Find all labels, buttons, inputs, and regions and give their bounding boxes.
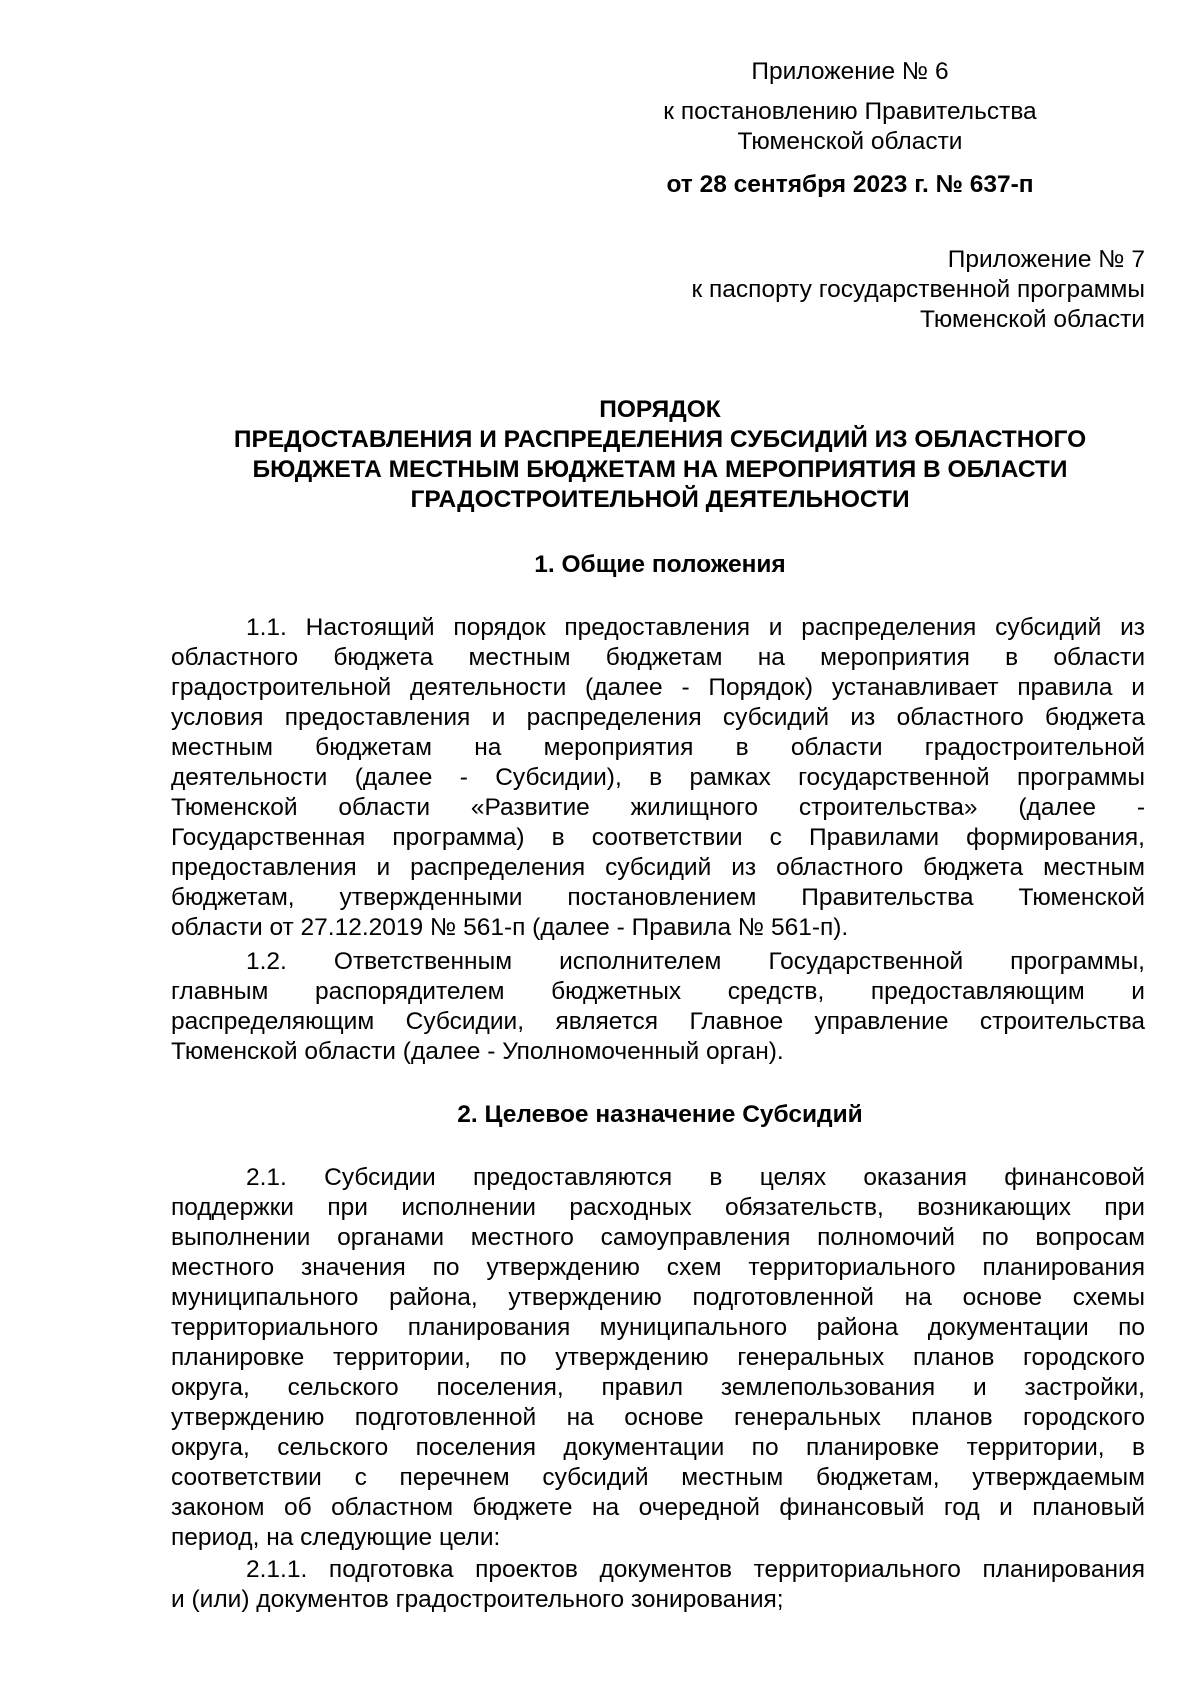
appendix-6-region: Тюменской области [737,128,963,155]
appendix-6-date-number: от 28 сентября 2023 г. № 637-п [666,171,1034,198]
paragraph-line: 2.1.1. подготовка проектов документов территориального планирования [246,1556,1145,1583]
title-line: ГРАДОСТРОИТЕЛЬНОЙ ДЕЯТЕЛЬНОСТИ [410,486,910,513]
paragraph-line: округа, сельского поселения, правил землепользования и застройки, [171,1374,1145,1401]
paragraph-line: законом об областном бюджете на очередной финансовый год и плановый [171,1494,1145,1521]
paragraph-2-1 [171,1163,1145,1553]
paragraph-line: округа, сельского поселения документации по планировке территории, в [171,1434,1145,1461]
paragraph-line: предоставления и распределения субсидий из областного бюджета местным [171,854,1145,881]
appendix-7-region: Тюменской области [920,306,1145,333]
paragraph-line: местного значения по утверждению схем территориального планирования [171,1254,1145,1281]
paragraph-line: период, на следующие цели: [171,1524,501,1551]
paragraph-line: градостроительной деятельности (далее - Порядок) устанавливает правила и [171,674,1145,701]
title-line: БЮДЖЕТА МЕСТНЫМ БЮДЖЕТАМ НА МЕРОПРИЯТИЯ В ОБЛАСТИ [252,456,1068,483]
paragraph-line: и (или) документов градостроительного зонирования; [171,1586,784,1613]
paragraph-line: территориального планирования муниципального района документации по [171,1314,1145,1341]
paragraph-line: соответствии с перечнем субсидий местным бюджетам, утверждаемым [171,1464,1145,1491]
title-line: ПРЕДОСТАВЛЕНИЯ И РАСПРЕДЕЛЕНИЯ СУБСИДИЙ ИЗ ОБЛАСТНОГО [233,426,1087,453]
appendix-6-to-resolution: к постановлению Правительства [663,98,1037,125]
paragraph-line: 1.2. Ответственным исполнителем Государственной программы, [246,948,1145,975]
paragraph-line: поддержки при исполнении расходных обязательств, возникающих при [171,1194,1145,1221]
paragraph-line: условия предоставления и распределения субсидий из областного бюджета [171,704,1145,731]
section-2-heading: 2. Целевое назначение Субсидий [457,1101,863,1128]
paragraph-line: планировке территории, по утверждению генеральных планов городского [171,1344,1145,1371]
paragraph-line: бюджетам, утвержденными постановлением Правительства Тюменской [171,884,1145,911]
paragraph-line: деятельности (далее - Субсидии), в рамках государственной программы [171,764,1145,791]
paragraph-1-1 [171,613,1145,943]
paragraph-2-1-1 [171,1555,1145,1615]
paragraph-line: 1.1. Настоящий порядок предоставления и распределения субсидий из [246,614,1145,641]
title-line: ПОРЯДОК [599,396,721,423]
document-title [160,395,1160,515]
paragraph-line: утверждению подготовленной на основе генеральных планов городского [171,1404,1145,1431]
paragraph-line: 2.1. Субсидии предоставляются в целях оказания финансовой [246,1164,1145,1191]
paragraph-line: главным распорядителем бюджетных средств, предоставляющим и [171,978,1145,1005]
appendix-6-number: Приложение № 6 [751,58,949,85]
paragraph-line: области от 27.12.2019 № 561-п (далее - Правила № 561-п). [171,914,849,941]
section-1-heading: 1. Общие положения [534,551,786,578]
appendix-7-number: Приложение № 7 [947,246,1145,273]
paragraph-line: муниципального района, утверждению подготовленной на основе схемы [171,1284,1145,1311]
paragraph-line: распределяющим Субсидии, является Главное управление строительства [171,1008,1145,1035]
paragraph-line: выполнении органами местного самоуправления полномочий по вопросам [171,1224,1145,1251]
appendix-7-to-passport: к паспорту государственной программы [691,276,1145,303]
paragraph-1-2 [171,947,1145,1067]
paragraph-line: областного бюджета местным бюджетам на мероприятия в области [171,644,1145,671]
paragraph-line: Тюменской области (далее - Уполномоченный орган). [171,1038,784,1065]
paragraph-line: Государственная программа) в соответствии с Правилами формирования, [171,824,1145,851]
appendix-6-header [620,57,1080,200]
appendix-7-header [600,245,1145,335]
paragraph-line: местным бюджетам на мероприятия в области градостроительной [171,734,1145,761]
paragraph-line: Тюменской области «Развитие жилищного строительства» (далее - [171,794,1145,821]
